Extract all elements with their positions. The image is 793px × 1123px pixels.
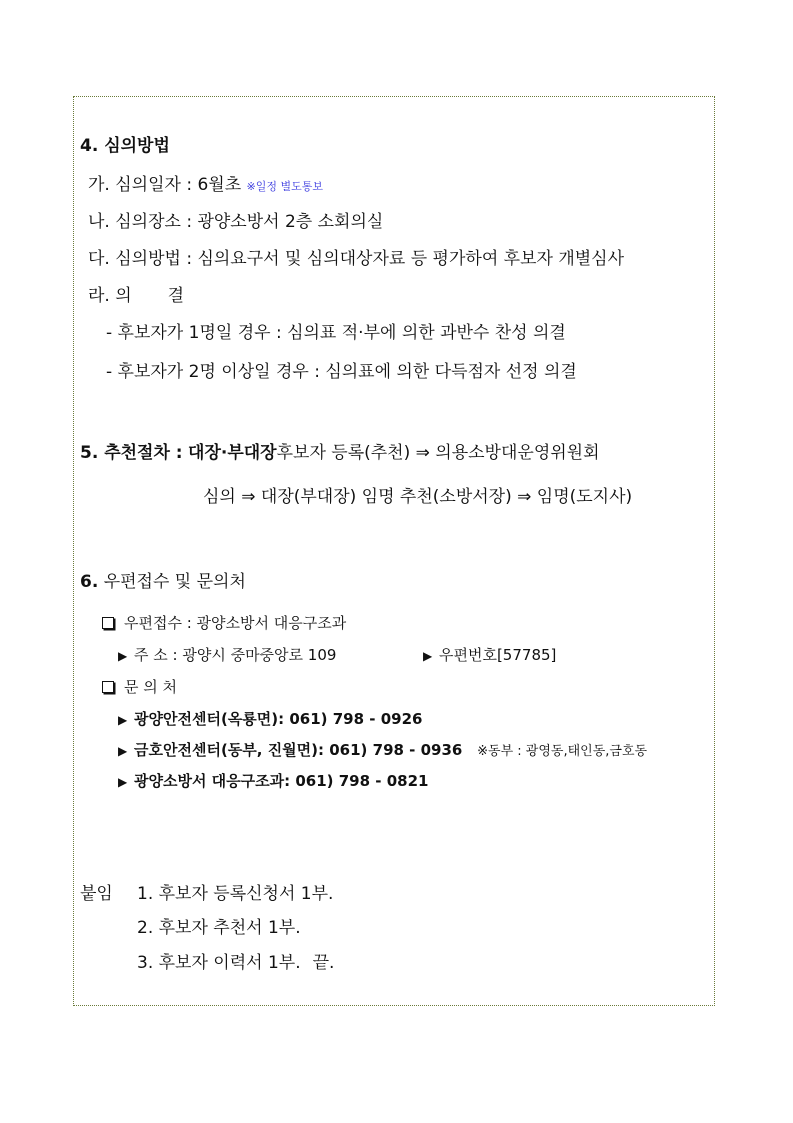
section-5-bold-part: 대장·부대장 [188,443,277,463]
section-6-heading-text: 우편접수 및 문의처 [103,572,246,592]
s6-contact-2-note: ※동부 : 광영동,태인동,금호동 [477,744,648,759]
attach-label: 붙임 [80,884,113,904]
section-5-line1-rest: 후보자 등록(추천) ⇒ 의용소방대운영위원회 [276,443,600,463]
s6-mail-label: 우편접수 : 광양소방서 대응구조과 [124,614,347,632]
s4-place-line: 나. 심의장소 : 광양소방서 2층 소회의실 [88,212,384,232]
section-6-heading [80,571,246,593]
s6-contact-2 [118,739,647,763]
triangle-bullet-icon: ▶ [118,775,128,789]
section-5-line-1 [80,442,600,464]
s4-date-value: 6월초 [197,175,242,195]
s6-contact-3-text: 광양소방서 대응구조과: 061) 798 - 0821 [134,772,429,790]
s4-resolution-label-1: 라. 의 [88,286,132,306]
s6-contact-2-text: 금호안전센터(동부, 진월면): 061) 798 - 0936 [134,741,463,759]
attach-item-1: 1. 후보자 등록신청서 1부. [137,884,334,904]
s6-contact-label-line [102,676,177,698]
s6-contact-1 [118,708,422,731]
attach-end: 끝. [312,953,335,973]
triangle-bullet-icon: ▶ [423,649,433,663]
s6-address: 주 소 : 광양시 중마중앙로 109 [134,646,337,664]
triangle-bullet-icon: ▶ [118,744,128,758]
section-6-heading-num: 6. [80,572,99,592]
checkbox-icon [102,681,114,693]
triangle-bullet-icon: ▶ [118,649,128,663]
section-5-line-2: 심의 ⇒ 대장(부대장) 임명 추천(소방서장) ⇒ 임명(도지사) [203,487,633,507]
s4-date-label: 가. 심의일자 : [88,175,193,195]
triangle-bullet-icon: ▶ [118,713,128,727]
s6-contact-label: 문 의 처 [124,678,178,696]
section-4-heading: 4. 심의방법 [80,136,170,156]
s6-postcode: 우편번호[57785] [439,646,557,664]
s6-address-line [118,644,336,667]
attach-item-2: 2. 후보자 추천서 1부. [137,918,301,938]
checkbox-icon [102,617,114,629]
attach-item-3-line [137,952,334,974]
s4-resolution-label-2: 결 [167,286,185,306]
s4-resolution-label [88,285,184,307]
s6-contact-1-text: 광양안전센터(옥룡면): 061) 798 - 0926 [134,710,423,728]
s6-mail-line [102,612,346,634]
section-5-heading: 5. 추천절차 : [80,443,183,463]
s4-date-line [88,174,323,198]
s4-date-note: ※일정 별도통보 [246,180,324,193]
s4-resolution-item-1: - 후보자가 1명일 경우 : 심의표 적·부에 의한 과반수 찬성 의결 [106,323,566,343]
s4-resolution-item-2: - 후보자가 2명 이상일 경우 : 심의표에 의한 다득점자 선정 의결 [106,362,577,382]
s6-contact-3 [118,770,428,793]
s6-postcode-line [423,644,556,667]
attach-item-3: 3. 후보자 이력서 1부. [137,953,301,973]
s4-method-line: 다. 심의방법 : 심의요구서 및 심의대상자료 등 평가하여 후보자 개별심사 [88,249,625,269]
